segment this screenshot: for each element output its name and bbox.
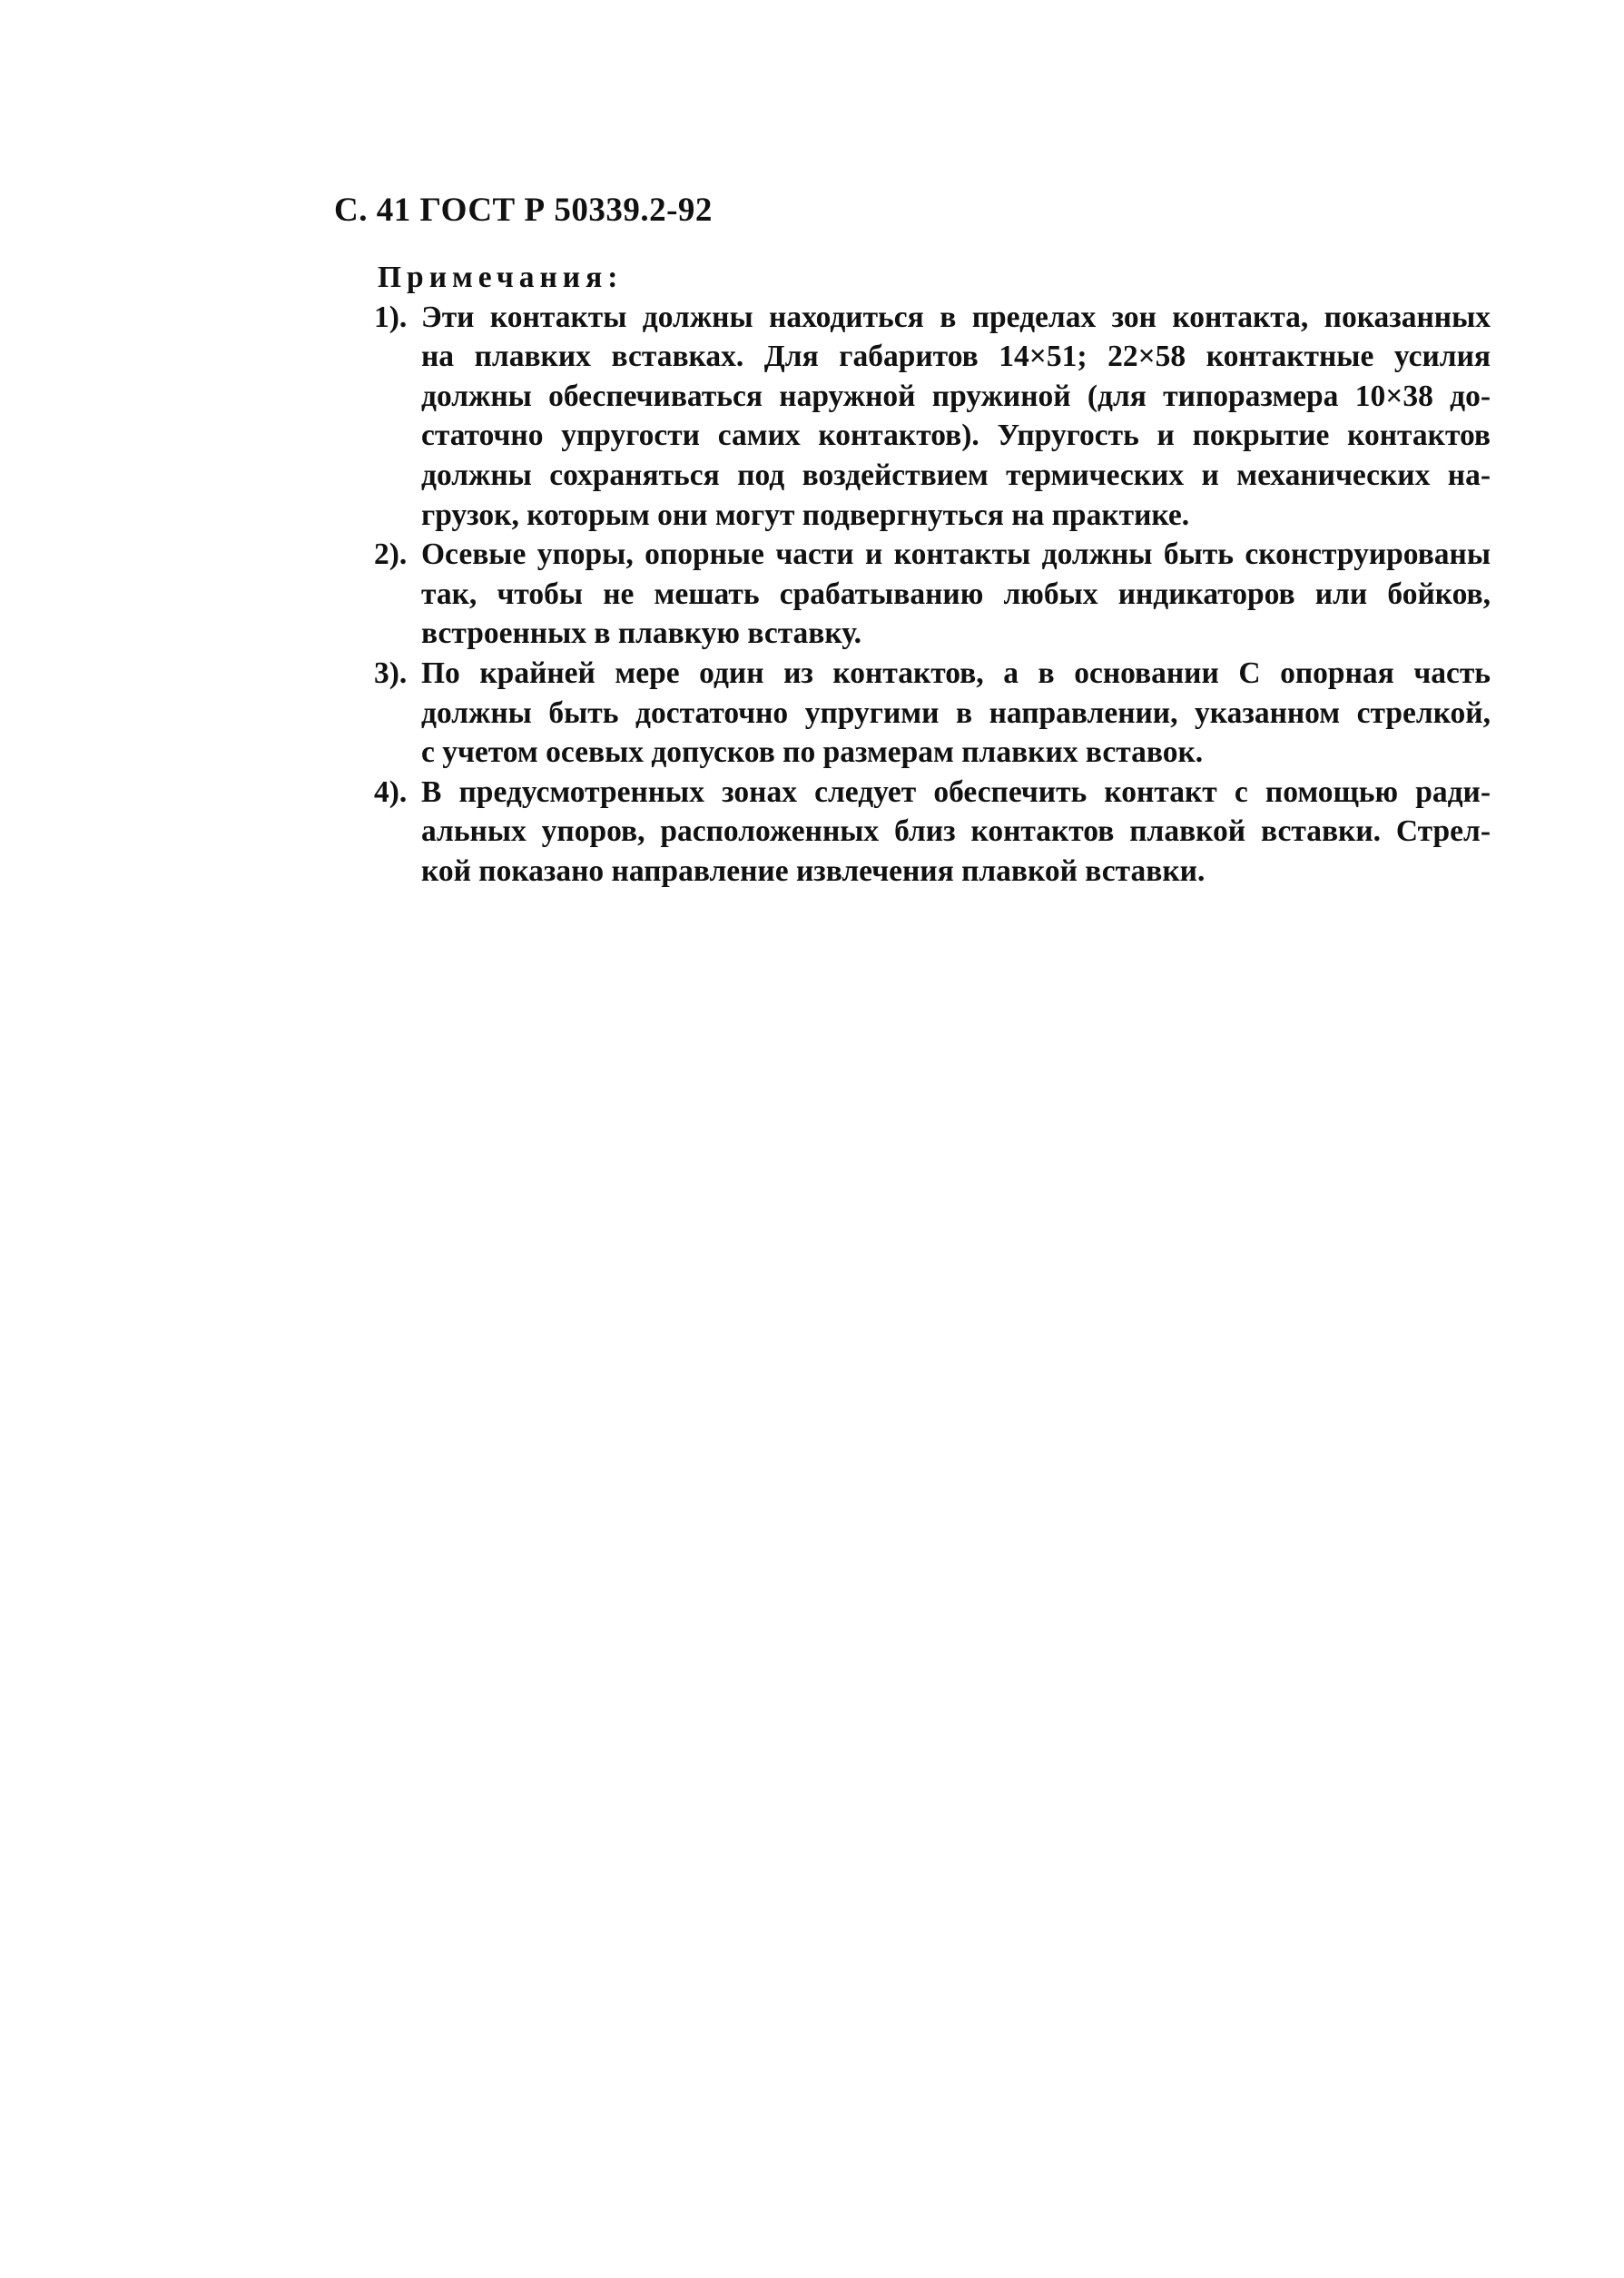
note-line: должны сохраняться под воздействием термических и механических на- (421, 458, 1491, 492)
note-item-4 (374, 773, 1491, 892)
note-number: 3). (374, 656, 408, 690)
note-number: 4). (374, 774, 408, 809)
note-line: альных упоров, расположенных близ контактов плавкой вставки. Стрел- (421, 814, 1491, 849)
notes-heading: Примечания: (378, 261, 624, 294)
note-number: 2). (374, 537, 408, 572)
note-line: так, чтобы не мешать срабатыванию любых индикаторов или бойков, (421, 577, 1491, 611)
note-number: 1). (374, 300, 408, 334)
note-line: с учетом осевых допусков по размерам плавких вставок. (421, 735, 1204, 770)
note-line: В предусмотренных зонах следует обеспечить контакт с помощью ради- (421, 774, 1491, 809)
note-line: грузок, которым они могут подвергнуться на практике. (421, 498, 1190, 532)
note-body (421, 298, 1491, 536)
note-line: Осевые упоры, опорные части и контакты должны быть сконструированы (421, 537, 1491, 572)
note-item-3 (374, 654, 1491, 773)
note-line: кой показано направление извлечения плавкой вставки. (421, 853, 1206, 888)
note-line: Эти контакты должны находиться в пределах зон контакта, показанных (421, 300, 1491, 334)
note-line: должны обеспечиваться наружной пружиной (для типоразмера 10×38 до- (421, 379, 1491, 413)
note-item-2 (374, 535, 1491, 654)
note-body (421, 773, 1491, 892)
page-header: С. 41 ГОСТ Р 50339.2-92 (334, 192, 713, 229)
note-line: встроенных в плавкую вставку. (421, 616, 861, 651)
note-body (421, 535, 1491, 654)
notes-section (374, 258, 1491, 892)
note-line: на плавких вставках. Для габаритов 14×51; 22×58 контактные усилия (421, 340, 1491, 374)
note-line: должны быть достаточно упругими в направлении, указанном стрелкой, (421, 695, 1491, 730)
note-item-1 (374, 298, 1491, 536)
note-line: статочно упругости самих контактов). Упругость и покрытие контактов (421, 419, 1491, 453)
note-body (421, 654, 1491, 773)
note-line: По крайней мере один из контактов, а в основании С опорная часть (421, 656, 1491, 690)
